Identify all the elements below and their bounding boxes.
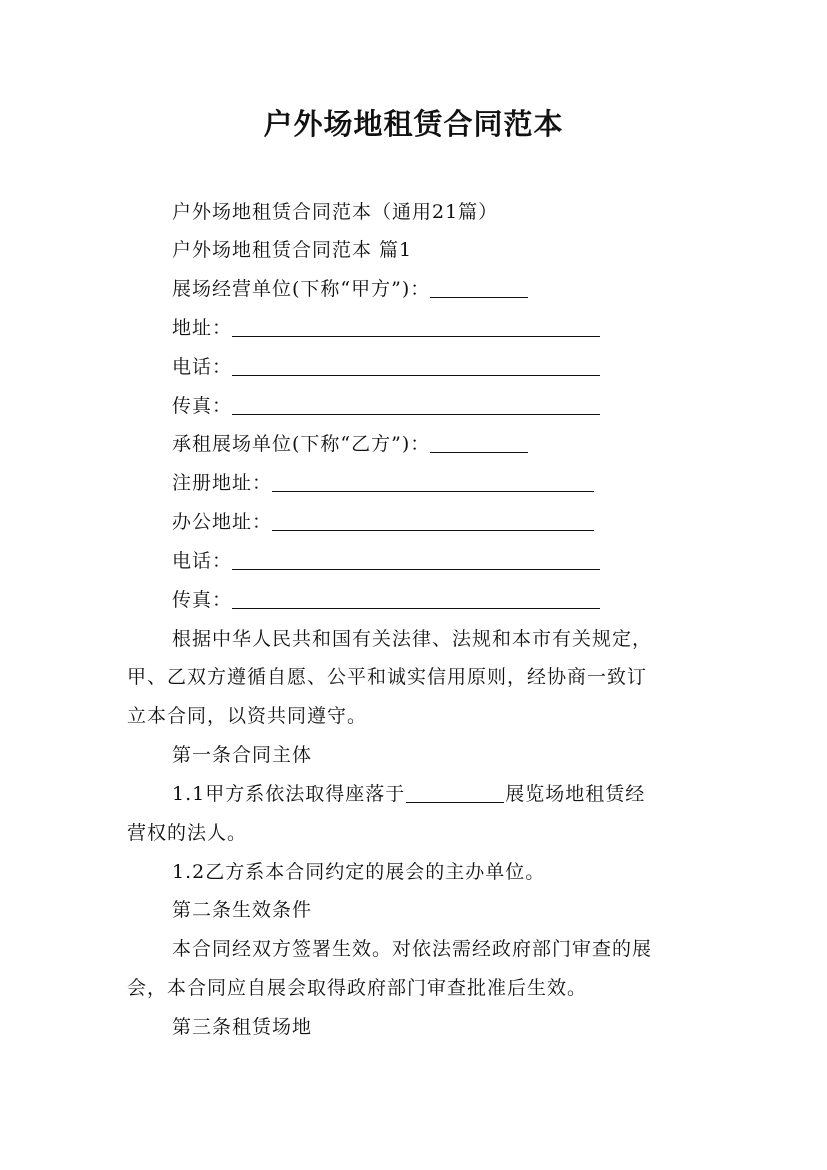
- fax-b-blank: [232, 588, 600, 609]
- party-b-row: [172, 429, 528, 459]
- clause-1-1-text-a: 1.1甲方系依法取得座落于: [172, 783, 406, 805]
- party-b-blank: [430, 432, 528, 453]
- party-b-label: 承租展场单位(下称“乙方”)：: [172, 433, 431, 455]
- article-2-line1: 本合同经双方签署生效。对依法需经政府部门审查的展: [172, 938, 653, 960]
- address-row: [172, 313, 600, 343]
- clause-1-1-line1: [172, 779, 645, 809]
- article-3-heading: 第三条租赁场地: [172, 1016, 313, 1038]
- document-subtitle: 户外场地租赁合同范本（通用21篇）: [172, 201, 499, 223]
- article-2-heading: 第二条生效条件: [172, 899, 313, 921]
- phone-b-label: 电话：: [172, 550, 233, 572]
- clause-1-2: 1.2乙方系本合同约定的展会的主办单位。: [172, 861, 546, 883]
- phone-a-blank: [232, 355, 600, 376]
- phone-b-row: [172, 546, 600, 576]
- part-heading: 户外场地租赁合同范本 篇1: [172, 239, 413, 261]
- article-1-heading: 第一条合同主体: [172, 744, 313, 766]
- phone-a-row: [172, 352, 600, 382]
- address-blank: [232, 316, 600, 337]
- office-address-label: 办公地址：: [172, 511, 273, 533]
- fax-b-label: 传真：: [172, 589, 233, 611]
- clause-1-1-text-b: 展览场地租赁经: [505, 783, 646, 805]
- fax-b-row: [172, 585, 600, 615]
- party-a-blank: [430, 277, 528, 298]
- clause-1-1-blank: [406, 782, 504, 803]
- reg-address-label: 注册地址：: [172, 472, 273, 494]
- intro-paragraph-line1: 根据中华人民共和国有关法律、法规和本市有关规定，: [172, 628, 653, 650]
- phone-b-blank: [232, 549, 600, 570]
- reg-address-row: [172, 468, 594, 498]
- article-2-line2: 会，本合同应自展会取得政府部门审查批准后生效。: [127, 977, 588, 999]
- office-address-row: [172, 507, 594, 537]
- fax-a-label: 传真：: [172, 395, 233, 417]
- office-address-blank: [272, 510, 594, 531]
- party-a-row: [172, 274, 528, 304]
- clause-1-1-line2: 营权的法人。: [127, 822, 248, 844]
- address-label: 地址：: [172, 317, 233, 339]
- phone-a-label: 电话：: [172, 356, 233, 378]
- intro-paragraph-line2: 甲、乙双方遵循自愿、公平和诚实信用原则，经协商一致订: [127, 666, 648, 688]
- fax-a-row: [172, 391, 600, 421]
- party-a-label: 展场经营单位(下称“甲方”)：: [172, 278, 431, 300]
- fax-a-blank: [232, 394, 600, 415]
- intro-paragraph-line3: 立本合同，以资共同遵守。: [127, 705, 368, 727]
- document-title: 户外场地租赁合同范本: [263, 107, 564, 141]
- reg-address-blank: [272, 471, 594, 492]
